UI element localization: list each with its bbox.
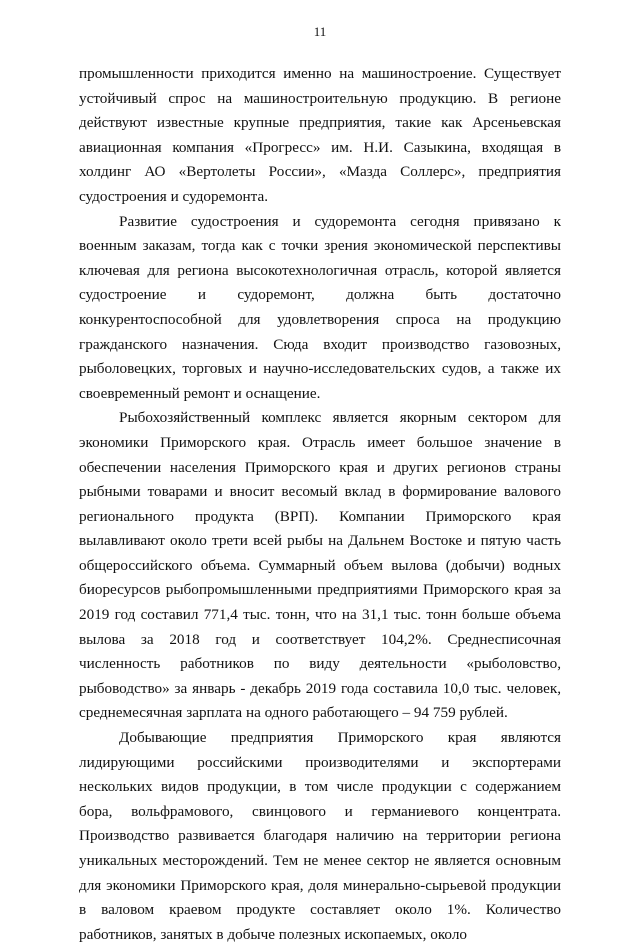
paragraph: Развитие судостроения и судоремонта сегодня привязано к военным заказам, тогда как с точки зрения экономической перспективы ключевая для региона высокотехнологичная отрасль, которой является судостроение и судоремонт, должна быть достаточно конкурентоспособной для удовлетворения спроса на продукцию гражданского назначения. Сюда входит производство газовозных, рыболовецких, торговых и научно-исследовательских судов, а также их своевременный ремонт и оснащение. [79,212,561,402]
paragraph: Рыбохозяйственный комплекс является якорным сектором для экономики Приморского края. Отрасль имеет большое значение в обеспечении населения Приморского края и других регионов страны рыбными товарами и вносит весомый вклад в формирование валового регионального продукта (ВРП). Компании Приморского края вылавливают около трети всей рыбы на Дальнем Востоке и пятую часть общероссийского объема. Суммарный объем вылова (добычи) водных биоресурсов рыбопромышленными предприятиями Приморского края за 2019 год составил 771,4 тыс. тонн, что на 31,1 тыс. тонн больше объема вылова за 2018 год и соответствует 104,2%. Среднесписочная численность работников по виду деятельности «рыболовство, рыбоводство» за январь - декабрь 2019 года составила 10,0 тыс. человек, среднемесячная зарплата на одного работающего – 94 759 рублей. [79,409,561,722]
paragraph: промышленности приходится именно на машиностроение. Существует устойчивый спрос на машиностроительную продукцию. В регионе действуют известные крупные предприятия, такие как Арсеньевская авиационная компания «Прогресс» им. Н.И. Сазыкина, входящая в холдинг АО «Вертолеты России», «Мазда Соллерс», предприятия судостроения и судоремонта. [79,65,561,205]
document-body [79,62,561,947]
page-number: 11 [313,24,327,39]
paragraph: Добывающие предприятия Приморского края являются лидирующими российскими производителями и экспортерами нескольких видов продукции, в том числе продукции с содержанием бора, вольфрамового, свинцового и германиевого концентрата. Производство развивается благодаря наличию на территории региона уникальных месторождений. Тем не менее сектор не является основным для экономики Приморского края, доля минерально-сырьевой продукции в валовом краевом продукте составляет около 1%. Количество работников, занятых в добыче полезных ископаемых, около [79,729,561,943]
